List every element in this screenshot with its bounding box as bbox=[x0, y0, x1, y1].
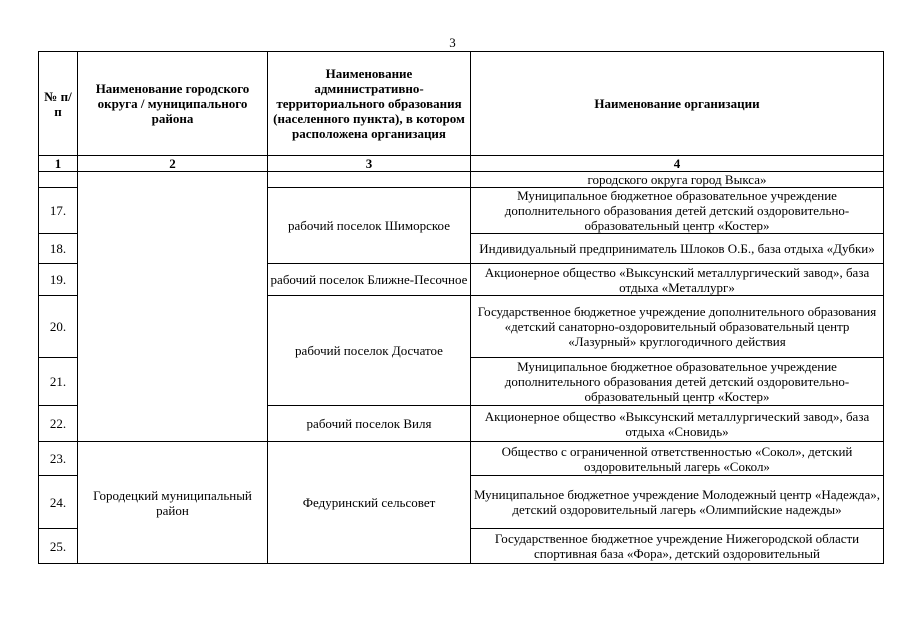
table-row bbox=[39, 172, 884, 188]
row-number: 23. bbox=[39, 442, 78, 476]
column-number-row bbox=[39, 156, 884, 172]
row-number bbox=[39, 172, 78, 188]
row-number: 18. bbox=[39, 234, 78, 264]
settlement-cell: рабочий поселок Досчатое bbox=[268, 296, 471, 406]
row-number: 17. bbox=[39, 188, 78, 234]
table-row bbox=[39, 442, 884, 476]
organization-cell: Муниципальное бюджетное учреждение Молодежный центр «Надежда», детский оздоровительный лагерь «Олимпийские надежды» bbox=[471, 476, 884, 529]
district-cell: Городецкий муниципальный район bbox=[78, 442, 268, 564]
column-number: 3 bbox=[268, 156, 471, 172]
row-number: 19. bbox=[39, 264, 78, 296]
organization-cell: Акционерное общество «Выксунский металлургический завод», база отдыха «Сновидь» bbox=[471, 406, 884, 442]
page-number: 3 bbox=[449, 35, 456, 50]
row-number: 25. bbox=[39, 529, 78, 564]
row-number: 20. bbox=[39, 296, 78, 358]
header-organization: Наименование организации bbox=[471, 52, 884, 156]
organization-cell: Акционерное общество «Выксунский металлургический завод», база отдыха «Металлург» bbox=[471, 264, 884, 296]
settlement-cell: рабочий поселок Виля bbox=[268, 406, 471, 442]
organization-cell: Государственное бюджетное учреждение дополнительного образования «детский санаторно-оздоровительный образовательный центр «Лазурный» круглогодичного действия bbox=[471, 296, 884, 358]
organization-cell: городского округа город Выкса» bbox=[471, 172, 884, 188]
header-settlement: Наименование административно-территориального образования (населенного пункта), в котором расположена организация bbox=[268, 52, 471, 156]
row-number: 21. bbox=[39, 358, 78, 406]
organization-cell: Муниципальное бюджетное образовательное учреждение дополнительного образования детей детский оздоровительно-образовательный центр «Костер» bbox=[471, 358, 884, 406]
header-district: Наименование городского округа / муниципального района bbox=[78, 52, 268, 156]
table-header-row bbox=[39, 52, 884, 156]
column-number: 4 bbox=[471, 156, 884, 172]
organization-cell: Муниципальное бюджетное образовательное учреждение дополнительного образования детей детский оздоровительно-образовательный центр «Костер» bbox=[471, 188, 884, 234]
column-number: 2 bbox=[78, 156, 268, 172]
settlement-cell: рабочий поселок Шиморское bbox=[268, 188, 471, 264]
organization-cell: Государственное бюджетное учреждение Нижегородской области спортивная база «Фора», детский оздоровительный bbox=[471, 529, 884, 564]
settlement-cell bbox=[268, 172, 471, 188]
header-number: № п/п bbox=[39, 52, 78, 156]
organization-cell: Общество с ограниченной ответственностью «Сокол», детский оздоровительный лагерь «Сокол» bbox=[471, 442, 884, 476]
settlement-cell: рабочий поселок Ближне-Песочное bbox=[268, 264, 471, 296]
column-number: 1 bbox=[39, 156, 78, 172]
row-number: 22. bbox=[39, 406, 78, 442]
row-number: 24. bbox=[39, 476, 78, 529]
settlement-cell: Федуринский сельсовет bbox=[268, 442, 471, 564]
organization-cell: Индивидуальный предприниматель Шлоков О.Б., база отдыха «Дубки» bbox=[471, 234, 884, 264]
organizations-table bbox=[38, 51, 884, 564]
district-cell bbox=[78, 172, 268, 442]
